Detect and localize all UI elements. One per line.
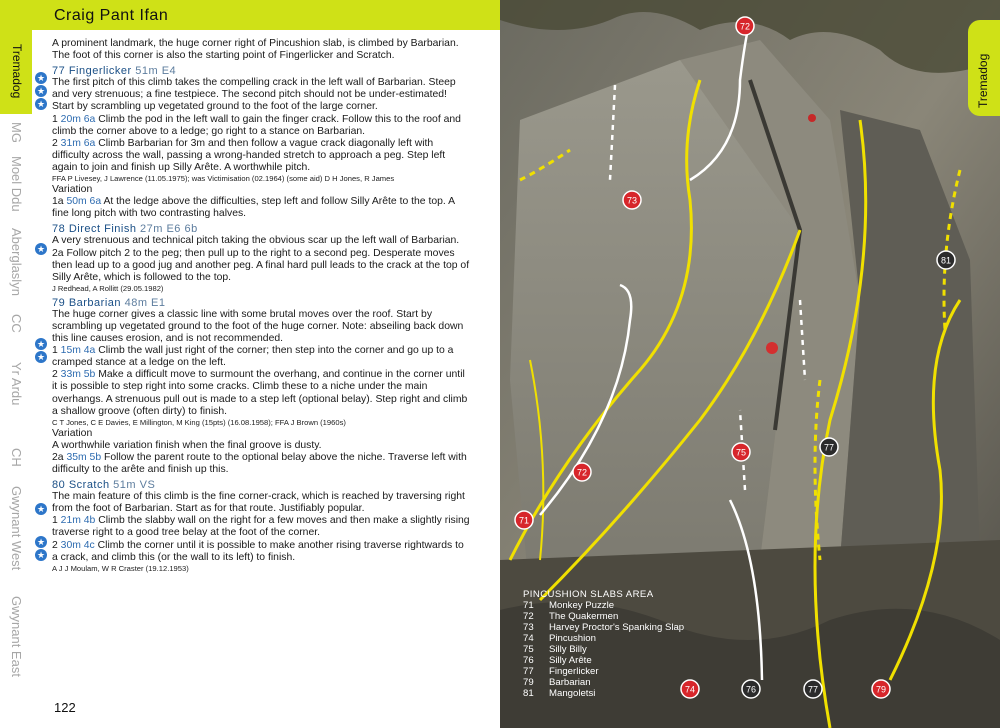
legend-item bbox=[523, 666, 684, 677]
pitch-number: 2 bbox=[52, 137, 58, 149]
tab-aberglaslyn[interactable]: Aberglaslyn bbox=[9, 228, 24, 296]
star-icon: ★ bbox=[36, 537, 46, 547]
crag-title: Craig Pant Ifan bbox=[54, 7, 169, 24]
route-marker[interactable] bbox=[573, 463, 591, 481]
route-length: 48m bbox=[124, 296, 148, 309]
pitch-number: 1 bbox=[52, 113, 58, 125]
legend-route: Mangoletsi bbox=[549, 688, 596, 699]
star-icon: ★ bbox=[36, 244, 46, 254]
pitch-text: At the ledge above the difficulties, step left and follow Silly Arête to the top. A fine long pitch with two contrasting halves. bbox=[52, 196, 455, 220]
route-length: 51m bbox=[135, 65, 159, 78]
legend-item bbox=[523, 600, 684, 611]
stars-variation-2a bbox=[35, 503, 49, 516]
route-marker[interactable] bbox=[804, 680, 822, 698]
marker-label: 73 bbox=[626, 195, 638, 206]
route-length: 51m bbox=[113, 479, 137, 492]
climber-figure bbox=[808, 114, 816, 122]
pitch-meta: 20m 6a bbox=[60, 113, 96, 125]
route-grade: E1 bbox=[151, 296, 166, 309]
route-marker[interactable] bbox=[820, 438, 838, 456]
legend-route: The Quakermen bbox=[549, 611, 619, 622]
pitch-number: 1 bbox=[52, 515, 58, 527]
marker-label: 77 bbox=[823, 442, 835, 453]
legend-number: 79 bbox=[523, 677, 534, 688]
star-icon: ★ bbox=[36, 352, 46, 362]
pitch bbox=[52, 452, 470, 476]
legend-number: 75 bbox=[523, 644, 534, 655]
first-ascent: FFA P Livesey, J Lawrence (11.05.1975); was Victimisation (02.1964) (some aid) D H Jones, R James bbox=[52, 174, 395, 184]
legend-number: 71 bbox=[523, 600, 534, 611]
pitch-number: 2a bbox=[52, 451, 64, 463]
legend-route: Pincushion bbox=[549, 633, 596, 644]
marker-label: 81 bbox=[940, 255, 952, 266]
stars-direct-finish bbox=[35, 243, 49, 256]
tab-moel-ddu[interactable]: Moel Ddu bbox=[9, 156, 24, 212]
legend-item bbox=[523, 622, 684, 633]
pitch-text: Follow pitch 2 to the peg; then pull up to the right to a second peg. Desperate moves then lead up to a good jug and another peg. A final hard pull leads to the crack at the top of Silly Arête, which is followed to the top. bbox=[52, 247, 470, 283]
pitch-text: Make a difficult move to surmount the overhang, and continue in the corner until it is possible to step right into some cracks. Climb these to a niche under the main overhangs. A strenuous pull out is made to a step left (optional belay). Step right and climb a shallow groove (often dirty) to finish. bbox=[52, 369, 468, 417]
route-grade: E4 bbox=[161, 65, 177, 78]
marker-label: 72 bbox=[739, 21, 751, 32]
pitch bbox=[52, 248, 470, 284]
star-icon: ★ bbox=[36, 339, 46, 349]
pitch bbox=[52, 138, 470, 174]
climber-figure bbox=[766, 342, 778, 354]
stars-fingerlicker bbox=[35, 72, 49, 111]
route-description: A very strenuous and technical pitch taking the obvious scar up the left wall of Barbarian. bbox=[52, 235, 460, 247]
legend-item bbox=[523, 633, 684, 644]
tab-corner bbox=[0, 0, 32, 40]
tab-gwynant-east[interactable]: Gwynant East bbox=[9, 596, 24, 677]
marker-label: 79 bbox=[875, 684, 887, 695]
stars-scratch bbox=[35, 536, 49, 562]
route-header bbox=[52, 223, 470, 235]
route-descriptions bbox=[52, 38, 470, 574]
legend-number: 77 bbox=[523, 666, 534, 677]
pitch bbox=[52, 114, 470, 138]
pitch-meta: 15m 4a bbox=[60, 345, 96, 357]
page-header bbox=[32, 0, 500, 30]
pitch-number: 1 bbox=[52, 345, 58, 357]
legend-title: PINCUSHION SLABS AREA bbox=[523, 589, 654, 600]
star-icon: ★ bbox=[36, 504, 46, 514]
route-description: The main feature of this climb is the fine corner-crack, which is reached by traversing right from the foot of Barbarian. Start as for that route. Justifiably popular. bbox=[52, 491, 465, 515]
pitch-number: 2a bbox=[52, 247, 64, 259]
legend-number: 74 bbox=[523, 633, 534, 644]
route-marker[interactable] bbox=[742, 680, 760, 698]
tab-yr-ardu[interactable]: Yr Ardu bbox=[9, 362, 24, 406]
legend-route: Monkey Puzzle bbox=[549, 600, 615, 611]
legend-item bbox=[523, 655, 684, 666]
pitch bbox=[52, 196, 470, 220]
marker-label: 71 bbox=[518, 515, 530, 526]
legend-item bbox=[523, 677, 684, 688]
pitch bbox=[52, 515, 470, 539]
route-grade: VS bbox=[139, 479, 156, 492]
route-marker[interactable] bbox=[736, 17, 754, 35]
star-icon: ★ bbox=[36, 99, 46, 109]
pitch bbox=[52, 540, 470, 564]
pitch-meta: 35m 5b bbox=[66, 451, 102, 463]
marker-label: 74 bbox=[684, 684, 696, 695]
route-marker[interactable] bbox=[732, 443, 750, 461]
legend-route: Harvey Proctor's Spanking Slap bbox=[549, 622, 685, 633]
legend-route: Barbarian bbox=[549, 677, 591, 688]
route-number: 79 bbox=[52, 296, 66, 309]
variation-intro: A worthwhile variation finish when the final groove is dusty. bbox=[52, 439, 322, 451]
route-marker[interactable] bbox=[937, 251, 955, 269]
variation-label: Variation bbox=[52, 184, 93, 196]
legend-route: Fingerlicker bbox=[549, 666, 599, 677]
photo-legend bbox=[523, 589, 684, 699]
right-tab-label: Tremadog bbox=[976, 53, 990, 108]
tab-label-tremadog: Tremadog bbox=[10, 44, 24, 99]
route-header bbox=[52, 297, 470, 309]
route-length: 27m bbox=[140, 223, 163, 236]
pitch-number: 2 bbox=[52, 369, 58, 381]
route-header bbox=[52, 479, 470, 491]
pitch bbox=[52, 369, 470, 417]
legend-number: 81 bbox=[523, 688, 534, 699]
route-number: 80 bbox=[52, 479, 66, 492]
legend-number: 72 bbox=[523, 611, 534, 622]
first-ascent: A J J Moulam, W R Craster (19.12.1953) bbox=[52, 563, 189, 573]
stars-barbarian bbox=[35, 338, 49, 364]
legend-item bbox=[523, 611, 684, 622]
route-header bbox=[52, 65, 470, 77]
pitch-text: Climb the wall just right of the corner; then step into the corner and go up to a cramped stance at a ledge on the left. bbox=[52, 345, 454, 369]
route-marker[interactable] bbox=[515, 511, 533, 529]
pitch-text: Follow the parent route to the optional belay above the niche. Traverse left with difficulty to the arête and finish up this. bbox=[52, 451, 467, 475]
route-grade: E6 6b bbox=[166, 223, 198, 236]
first-ascent: C T Jones, C E Davies, E Millington, M King (15pts) (16.08.1958); FFA J Brown (1960s) bbox=[52, 417, 346, 427]
pitch-meta: 21m 4b bbox=[60, 515, 96, 527]
star-icon: ★ bbox=[36, 550, 46, 560]
route-name: Fingerlicker bbox=[68, 65, 132, 78]
pitch-number: 2 bbox=[52, 539, 58, 551]
pitch-text: Climb the slabby wall on the right for a few moves and then make a slightly rising traverse right to a good tree belay at the foot of the corner. bbox=[52, 515, 470, 539]
pitch-meta: 33m 5b bbox=[60, 369, 96, 381]
pitch-text: Climb the corner until it is possible to make another rising traverse rightwards to a crack, and climb this (or the wall to its left) to finish. bbox=[52, 539, 464, 563]
marker-label: 77 bbox=[807, 684, 819, 695]
legend-item bbox=[523, 688, 684, 699]
variation-label: Variation bbox=[52, 427, 93, 439]
legend-item bbox=[523, 644, 684, 655]
route-marker[interactable] bbox=[872, 680, 890, 698]
star-icon: ★ bbox=[36, 86, 46, 96]
intro-text: A prominent landmark, the huge corner right of Pincushion slab, is climbed by Barbarian. The foot of this corner is also the starting point of Fingerlicker and Scratch. bbox=[52, 38, 459, 62]
route-marker[interactable] bbox=[623, 191, 641, 209]
route-name: Scratch bbox=[68, 479, 110, 492]
star-icon: ★ bbox=[36, 73, 46, 83]
pitch-meta: 31m 6a bbox=[60, 137, 96, 149]
marker-label: 75 bbox=[735, 447, 747, 458]
tab-ch[interactable]: CH bbox=[9, 448, 24, 467]
legend-route: Silly Billy bbox=[549, 644, 587, 655]
pitch-meta: 50m 6a bbox=[66, 196, 102, 208]
pitch-text: Climb Barbarian for 3m and then follow a vague crack diagonally left with difficulty across the wall, passing a wrong-handed stretch to approach a peg. Step left again to join and finish up Silly Arête. A worthwhile pitch. bbox=[52, 137, 446, 173]
pitch bbox=[52, 345, 470, 369]
pitch-meta: 30m 4c bbox=[60, 539, 95, 551]
pitch-number: 1a bbox=[52, 196, 64, 208]
legend-number: 76 bbox=[523, 655, 534, 666]
marker-label: 72 bbox=[576, 467, 588, 478]
pitch-text: Climb the pod in the left wall to gain the finger crack. Follow this to the roof and climb the corner above to a ledge; go right to a stance on Barbarian. bbox=[52, 113, 461, 137]
route-number: 77 bbox=[52, 65, 66, 78]
route-number: 78 bbox=[52, 223, 66, 236]
route-description: The huge corner gives a classic line with some brutal moves over the roof. Start by scrambling up vegetated ground to the foot of the huge corner. Note: abseiling back down this line causes erosion, and is not recommended. bbox=[52, 308, 464, 345]
route-name: Direct Finish bbox=[68, 223, 137, 236]
route-name: Barbarian bbox=[68, 296, 122, 309]
route-description: The first pitch of this climb takes the compelling crack in the left wall of Barbarian. Steep and very strenuous; a fine testpiece. The second pitch should not be under-estimated! Start by scrambling up vegetated ground to the foot of the large corner. bbox=[52, 77, 456, 113]
tab-gwynant-west[interactable]: Gwynant West bbox=[9, 486, 24, 571]
first-ascent: J Redhead, A Rollitt (29.05.1982) bbox=[52, 283, 164, 293]
marker-label: 76 bbox=[745, 684, 757, 695]
legend-number: 73 bbox=[523, 622, 534, 633]
right-tab-tremadog[interactable] bbox=[968, 20, 1000, 116]
page-number: 122 bbox=[54, 700, 76, 715]
tab-mg[interactable]: MG bbox=[9, 122, 24, 143]
legend-route: Silly Arête bbox=[549, 655, 592, 666]
area-tabs bbox=[0, 0, 32, 728]
tab-cc[interactable]: CC bbox=[9, 314, 24, 333]
